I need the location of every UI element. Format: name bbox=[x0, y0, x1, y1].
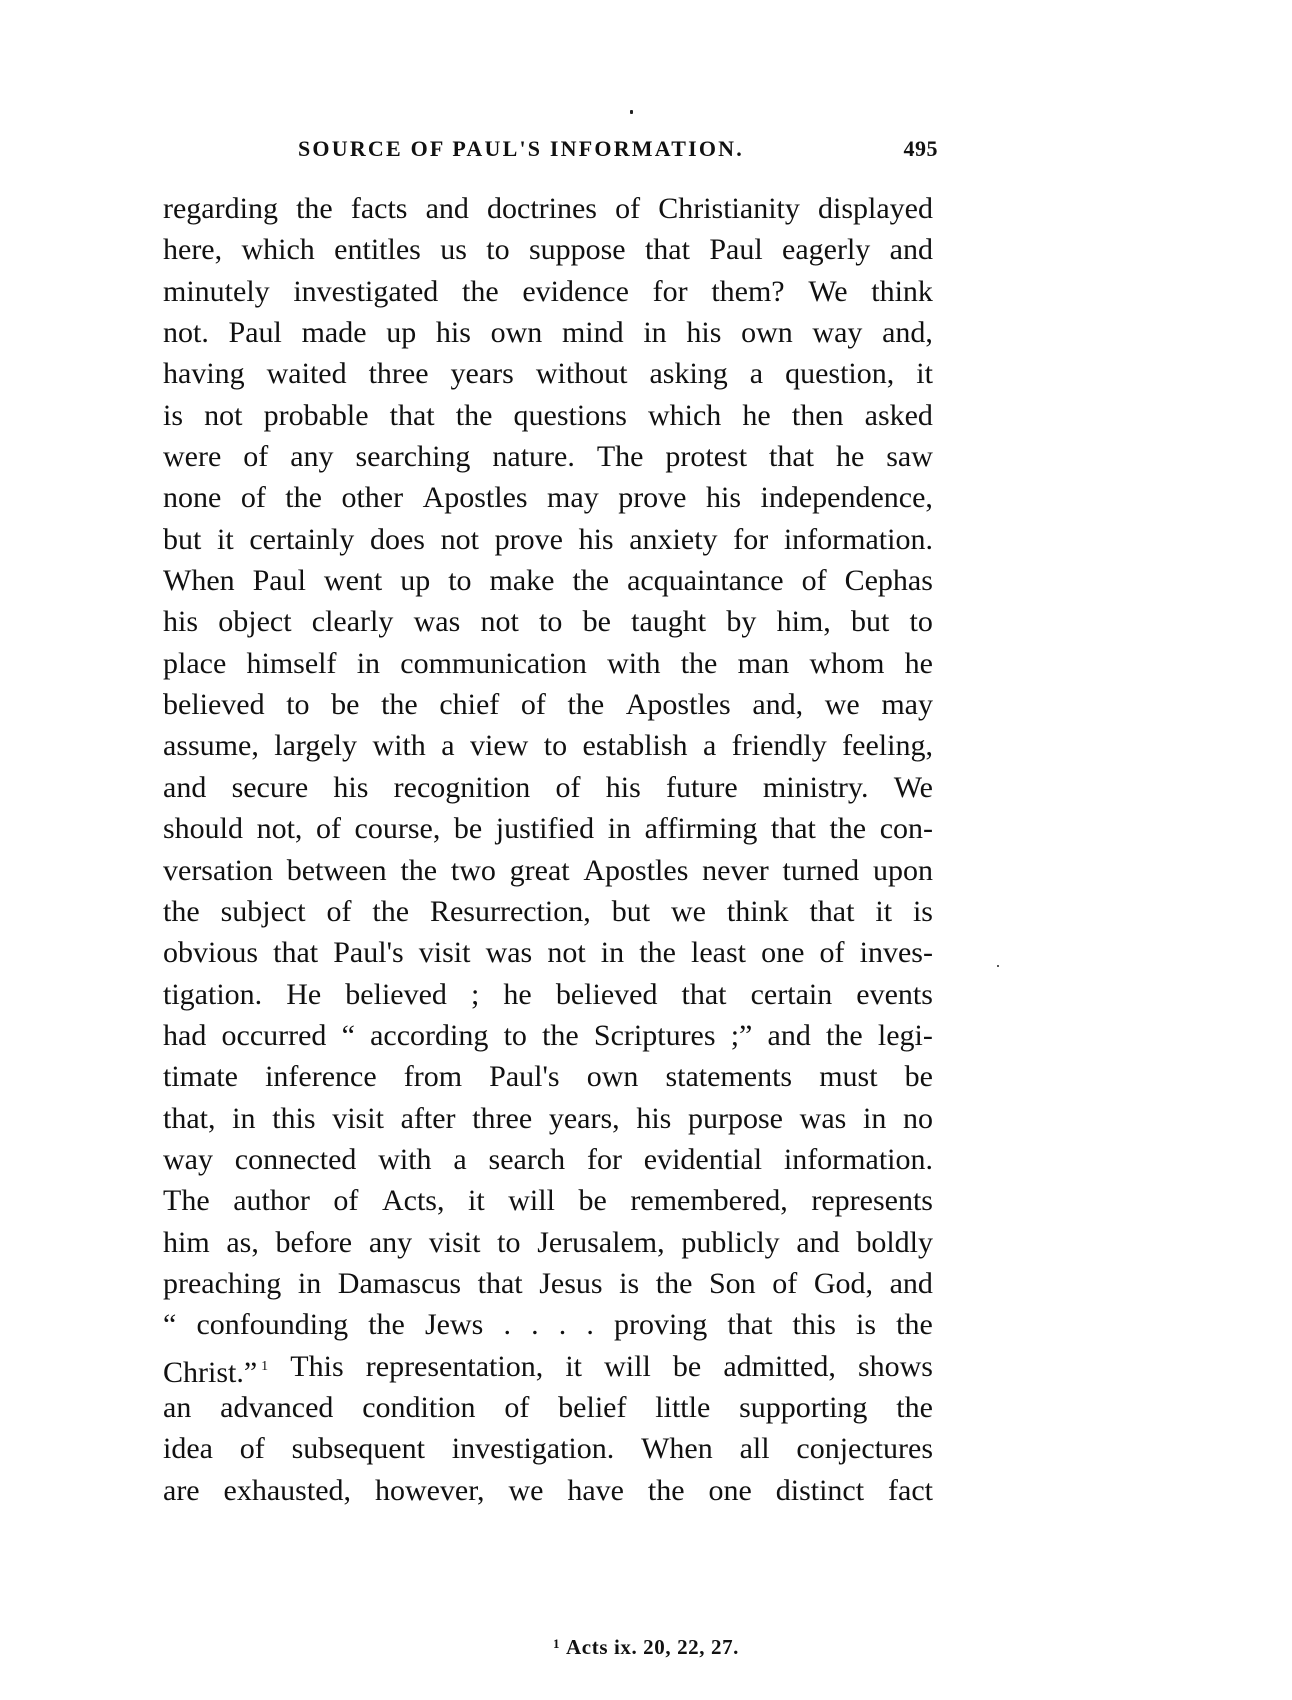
footnote-mark: 1 bbox=[552, 1636, 561, 1651]
text-line: but it certainly does not prove his anxiety for information. bbox=[163, 522, 933, 556]
text-line: having waited three years without asking a question, it bbox=[163, 357, 933, 391]
text-line: place himself in communication with the man whom he bbox=[163, 646, 933, 680]
text-line: “ confounding the Jews . . . . proving that this is the bbox=[163, 1308, 933, 1342]
text-line: believed to be the chief of the Apostles and, we may bbox=[163, 688, 933, 722]
text-line: is not probable that the questions which he then asked bbox=[163, 398, 933, 432]
text-line: obvious that Paul's visit was not in the least one of inves- bbox=[163, 936, 933, 970]
text-line: The author of Acts, it will be remembered, represents bbox=[163, 1184, 933, 1218]
text-line: his object clearly was not to be taught by him, but to bbox=[163, 605, 933, 639]
text-line: minutely investigated the evidence for them? We think bbox=[163, 274, 933, 308]
body-text bbox=[163, 188, 933, 1511]
text-line: should not, of course, be justified in affirming that the con- bbox=[163, 812, 933, 846]
text-line: not. Paul made up his own mind in his own way and, bbox=[163, 316, 933, 350]
text-line: had occurred “ according to the Scriptures ;” and the legi- bbox=[163, 1018, 933, 1052]
text-line: way connected with a search for evidential information. bbox=[163, 1142, 933, 1176]
text-line: an advanced condition of belief little supporting the bbox=[163, 1390, 933, 1424]
footnote-text: Acts ix. 20, 22, 27. bbox=[566, 1635, 740, 1659]
text-line: regarding the facts and doctrines of Christianity displayed bbox=[163, 192, 933, 225]
footnote-reference: 1 bbox=[261, 1358, 269, 1374]
text-line: the subject of the Resurrection, but we think that it is bbox=[163, 894, 933, 928]
page-number: 495 bbox=[903, 136, 938, 161]
text-line: are exhausted, however, we have the one distinct fact bbox=[163, 1473, 933, 1507]
running-head bbox=[298, 136, 938, 172]
print-speck bbox=[630, 110, 633, 114]
text-line: idea of subsequent investigation. When all conjectures bbox=[163, 1432, 933, 1466]
text-line: assume, largely with a view to establish a friendly feeling, bbox=[163, 729, 933, 763]
text-line: When Paul went up to make the acquaintance of Cephas bbox=[163, 564, 933, 598]
running-title: SOURCE OF PAUL'S INFORMATION. bbox=[298, 136, 744, 161]
text-line: him as, before any visit to Jerusalem, publicly and boldly bbox=[163, 1225, 933, 1259]
text-line: preaching in Damascus that Jesus is the Son of God, and bbox=[163, 1266, 933, 1300]
text-line: were of any searching nature. The protest that he saw bbox=[163, 440, 933, 474]
text-line: timate inference from Paul's own statements must be bbox=[163, 1060, 933, 1094]
text-line: that, in this visit after three years, his purpose was in no bbox=[163, 1101, 933, 1135]
footnote bbox=[0, 1635, 1292, 1660]
text-line: none of the other Apostles may prove his independence, bbox=[163, 481, 933, 515]
print-speck bbox=[997, 965, 999, 967]
text-line: here, which entitles us to suppose that Paul eagerly and bbox=[163, 233, 933, 267]
text-line: versation between the two great Apostles never turned upon bbox=[163, 853, 933, 887]
text-line: tigation. He believed ; he believed that certain events bbox=[163, 977, 933, 1011]
text-line: Christ.” $^1$ This representation, it will be admitted, shows bbox=[163, 1349, 933, 1389]
text-line: and secure his recognition of his future ministry. We bbox=[163, 770, 933, 804]
